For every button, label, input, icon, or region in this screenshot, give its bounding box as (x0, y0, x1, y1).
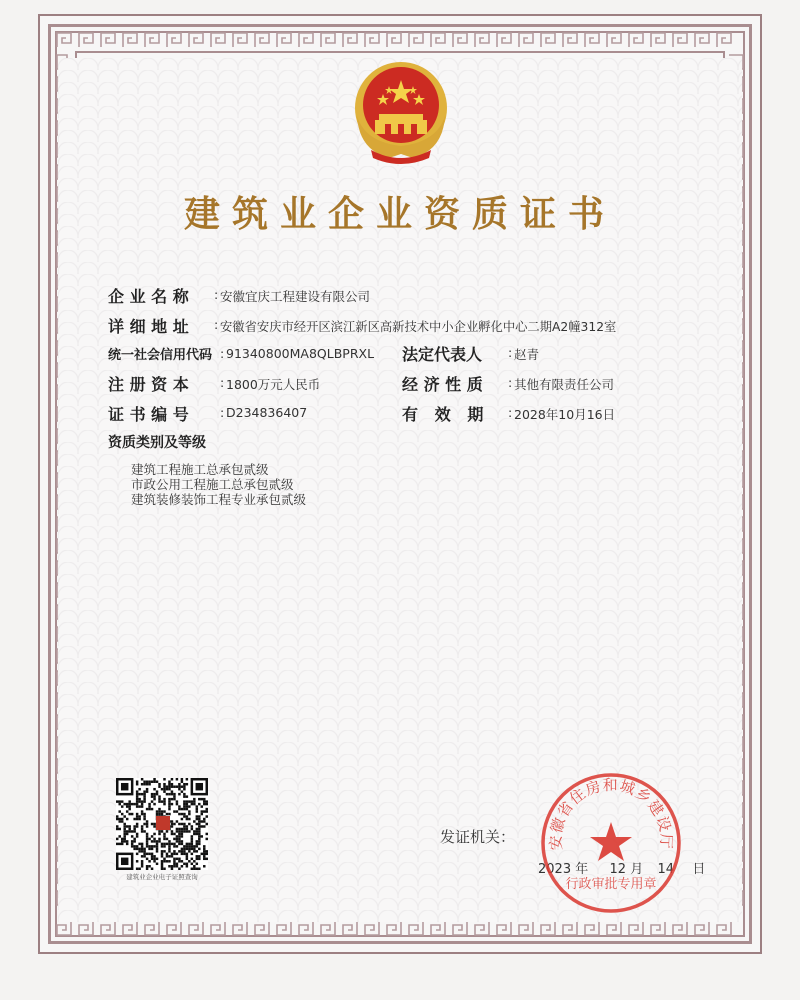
issue-month: 12 (609, 862, 627, 877)
economic-nature-value: 其他有限责任公司 (514, 377, 615, 392)
capital-label: 注 册 资 本 (108, 375, 189, 394)
seal-subtext: 行政审批专用章 (565, 877, 657, 892)
colon: : (214, 317, 219, 332)
day-unit: 日 (692, 862, 706, 877)
colon: : (220, 346, 225, 361)
credit-code-label: 统一社会信用代码 (108, 348, 213, 363)
cert-number-value: D234836407 (226, 405, 308, 420)
economic-nature-label: 经 济 性 质 (402, 375, 483, 394)
cert-number-label: 证 书 编 号 (108, 405, 189, 424)
colon: : (508, 405, 513, 420)
credit-code-value: 91340800MA8QLBPRXL (226, 346, 375, 361)
issue-year: 2023 (538, 862, 572, 877)
colon: : (214, 287, 219, 302)
seal-text: 安徽省住房和城乡建设厅 (546, 776, 676, 851)
colon: : (508, 375, 513, 390)
official-seal-icon (538, 770, 684, 916)
valid-until-value: 2028年10月16日 (514, 407, 616, 422)
qualifications-list (131, 462, 306, 507)
month-unit: 月 (630, 862, 644, 877)
year-unit: 年 (575, 862, 589, 877)
qualification-item: 市政公用工程施工总承包贰级 (131, 477, 294, 492)
capital-value: 1800万元人民币 (226, 377, 321, 392)
qualification-item: 建筑装修装饰工程专业承包贰级 (131, 492, 307, 507)
legal-rep-value: 赵青 (514, 347, 540, 362)
qualification-item: 建筑工程施工总承包贰级 (131, 462, 269, 477)
issuer-label: 发证机关： (440, 828, 516, 846)
colon: : (220, 375, 225, 390)
qr-code[interactable] (107, 778, 217, 870)
legal-rep-label: 法定代表人 (402, 345, 483, 364)
colon: : (508, 345, 513, 360)
company-name-label: 企 业 名 称 (108, 287, 189, 306)
issue-day: 14 (657, 862, 675, 877)
qualifications-label: 资质类别及等级 (108, 435, 206, 451)
address-value: 安徽省安庆市经开区滨江新区高新技术中小企业孵化中心二期A2幢312室 (220, 320, 617, 334)
certificate-title: 建筑业企业资质证书 (183, 193, 616, 235)
qr-caption: 建筑业企业电子证照查询 (126, 873, 198, 881)
colon: : (220, 405, 225, 420)
valid-until-label: 有 效 期 (402, 405, 484, 424)
company-name-value: 安徽宜庆工程建设有限公司 (220, 289, 371, 304)
address-label: 详 细 地 址 (108, 317, 189, 336)
national-emblem-icon (349, 58, 453, 166)
